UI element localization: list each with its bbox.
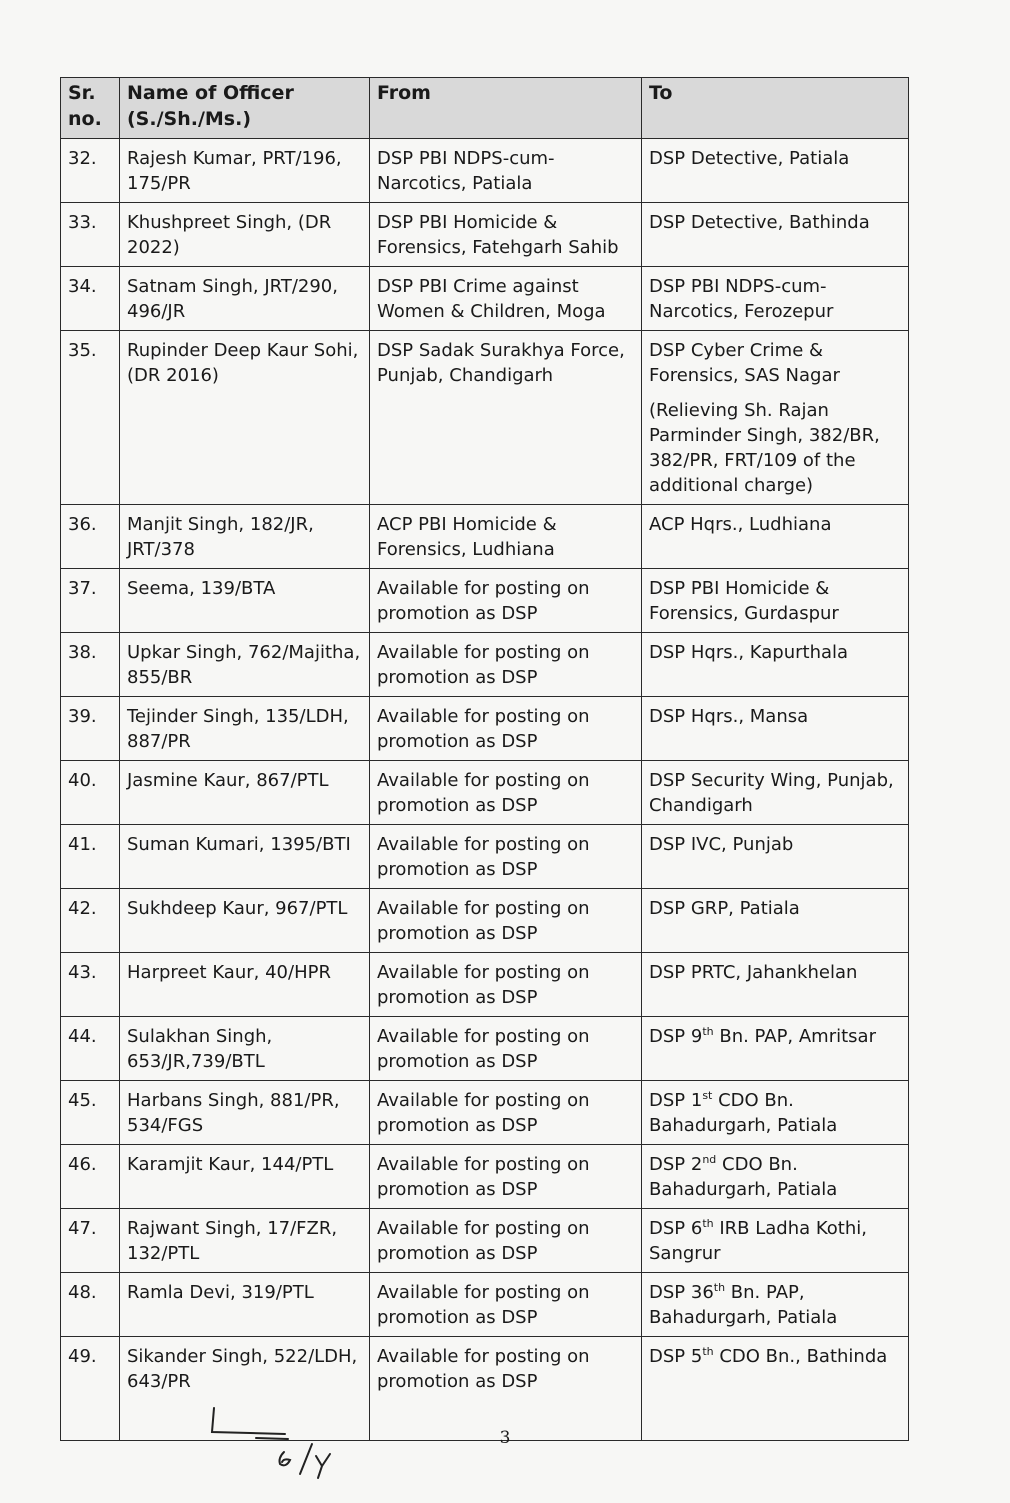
to-cell [642,331,909,505]
sr-cell: 33. [61,203,120,267]
to-suffix: IRB Ladha Kothi, Sangrur [649,1218,867,1264]
to-text: DSP Cyber Crime & Forensics, SAS Nagar [649,340,840,386]
from-cell: Available for posting on promotion as DSP [370,633,642,697]
table-row [61,569,909,633]
table-row [61,953,909,1017]
to-cell: DSP Security Wing, Punjab, Chandigarh [642,761,909,825]
sr-cell: 32. [61,139,120,203]
to-suffix: CDO Bn. Bahadurgarh, Patiala [649,1154,838,1200]
officer-name-cell: Rajwant Singh, 17/FZR, 132/PTL [120,1209,370,1273]
table-row [61,1337,909,1441]
to-prefix: DSP 2 [649,1154,703,1175]
officer-name-cell: Suman Kumari, 1395/BTI [120,825,370,889]
from-cell: Available for posting on promotion as DSP [370,825,642,889]
sr-cell: 47. [61,1209,120,1273]
table-row [61,505,909,569]
officer-name-cell: Manjit Singh, 182/JR, JRT/378 [120,505,370,569]
from-cell: Available for posting on promotion as DSP [370,569,642,633]
table-row [61,889,909,953]
header-officer-name: Name of Officer (S./Sh./Ms.) [120,78,370,139]
sr-cell: 35. [61,331,120,505]
ordinal-suffix: th [702,1025,714,1038]
header-to: To [642,78,909,139]
table-row [61,1145,909,1209]
officer-name-cell: Karamjit Kaur, 144/PTL [120,1145,370,1209]
table-row [61,697,909,761]
table-header-row [61,78,909,139]
sr-cell: 39. [61,697,120,761]
to-cell: DSP Hqrs., Kapurthala [642,633,909,697]
sr-cell: 48. [61,1273,120,1337]
sr-cell: 44. [61,1017,120,1081]
table-row [61,203,909,267]
to-prefix: DSP 1 [649,1090,703,1111]
from-cell: DSP PBI Homicide & Forensics, Fatehgarh Sahib [370,203,642,267]
to-prefix: DSP 5 [649,1346,703,1367]
to-cell: DSP Detective, Bathinda [642,203,909,267]
from-cell: DSP PBI Crime against Women & Children, Moga [370,267,642,331]
to-suffix: Bn. PAP, Amritsar [713,1026,876,1047]
to-cell: DSP PRTC, Jahankhelan [642,953,909,1017]
sr-cell: 34. [61,267,120,331]
to-suffix: Bn. PAP, Bahadurgarh, Patiala [649,1282,838,1328]
sr-cell: 36. [61,505,120,569]
table-row [61,761,909,825]
posting-table [60,77,909,1441]
table-row [61,139,909,203]
from-cell: Available for posting on promotion as DSP [370,953,642,1017]
to-suffix: CDO Bn. Bahadurgarh, Patiala [649,1090,838,1136]
sr-cell: 41. [61,825,120,889]
to-prefix: DSP 9 [649,1026,703,1047]
sr-cell: 38. [61,633,120,697]
to-cell: DSP PBI Homicide & Forensics, Gurdaspur [642,569,909,633]
to-cell: DSP PBI NDPS-cum-Narcotics, Ferozepur [642,267,909,331]
sr-cell: 46. [61,1145,120,1209]
officer-name-cell: Harbans Singh, 881/PR, 534/FGS [120,1081,370,1145]
from-cell: Available for posting on promotion as DSP [370,1337,642,1441]
table-row [61,331,909,505]
officer-name-cell: Satnam Singh, JRT/290, 496/JR [120,267,370,331]
sr-cell: 45. [61,1081,120,1145]
to-cell: ACP Hqrs., Ludhiana [642,505,909,569]
to-cell [642,1017,909,1081]
sr-cell: 43. [61,953,120,1017]
from-cell: ACP PBI Homicide & Forensics, Ludhiana [370,505,642,569]
ordinal-suffix: th [702,1217,714,1230]
officer-name-cell: Rupinder Deep Kaur Sohi, (DR 2016) [120,331,370,505]
from-cell: DSP Sadak Surakhya Force, Punjab, Chandigarh [370,331,642,505]
from-cell: Available for posting on promotion as DSP [370,761,642,825]
sr-cell: 49. [61,1337,120,1441]
to-cell [642,1337,909,1441]
officer-name-cell: Sulakhan Singh, 653/JR,739/BTL [120,1017,370,1081]
to-prefix: DSP 6 [649,1218,703,1239]
ordinal-suffix: nd [702,1153,717,1166]
officer-name-cell: Harpreet Kaur, 40/HPR [120,953,370,1017]
officer-name-cell: Sikander Singh, 522/LDH, 643/PR [120,1337,370,1441]
sr-cell: 37. [61,569,120,633]
sr-cell: 42. [61,889,120,953]
from-cell: Available for posting on promotion as DSP [370,889,642,953]
to-cell: DSP IVC, Punjab [642,825,909,889]
from-cell: Available for posting on promotion as DSP [370,1145,642,1209]
officer-name-cell: Seema, 139/BTA [120,569,370,633]
officer-name-cell: Upkar Singh, 762/Majitha, 855/BR [120,633,370,697]
table-row [61,825,909,889]
table-row [61,1017,909,1081]
ordinal-suffix: st [702,1089,713,1102]
from-cell: Available for posting on promotion as DSP [370,697,642,761]
to-cell [642,1081,909,1145]
from-cell: Available for posting on promotion as DSP [370,1209,642,1273]
to-cell [642,1273,909,1337]
table-row [61,633,909,697]
ordinal-suffix: th [702,1345,714,1358]
table-row [61,1209,909,1273]
to-suffix: CDO Bn., Bathinda [713,1346,888,1367]
table-row [61,1273,909,1337]
ordinal-suffix: th [713,1281,726,1294]
from-cell: Available for posting on promotion as DSP [370,1273,642,1337]
table-row [61,1081,909,1145]
to-cell: DSP Detective, Patiala [642,139,909,203]
officer-name-cell: Ramla Devi, 319/PTL [120,1273,370,1337]
to-cell [642,1209,909,1273]
from-cell: Available for posting on promotion as DSP [370,1017,642,1081]
to-cell: DSP GRP, Patiala [642,889,909,953]
to-cell [642,1145,909,1209]
to-cell: DSP Hqrs., Mansa [642,697,909,761]
header-from: From [370,78,642,139]
relieving-note: (Relieving Sh. Rajan Parminder Singh, 382/BR, 382/PR, FRT/109 of the additional charge) [649,400,880,496]
officer-name-cell: Jasmine Kaur, 867/PTL [120,761,370,825]
header-sr-no: Sr. no. [61,78,120,139]
table-row [61,267,909,331]
officer-name-cell: Sukhdeep Kaur, 967/PTL [120,889,370,953]
from-cell: DSP PBI NDPS-cum-Narcotics, Patiala [370,139,642,203]
sr-cell: 40. [61,761,120,825]
officer-name-cell: Tejinder Singh, 135/LDH, 887/PR [120,697,370,761]
from-cell: Available for posting on promotion as DSP [370,1081,642,1145]
officer-name-cell: Rajesh Kumar, PRT/196, 175/PR [120,139,370,203]
page-number: 3 [499,1428,511,1448]
officer-name-cell: Khushpreet Singh, (DR 2022) [120,203,370,267]
to-prefix: DSP 36 [649,1282,714,1303]
